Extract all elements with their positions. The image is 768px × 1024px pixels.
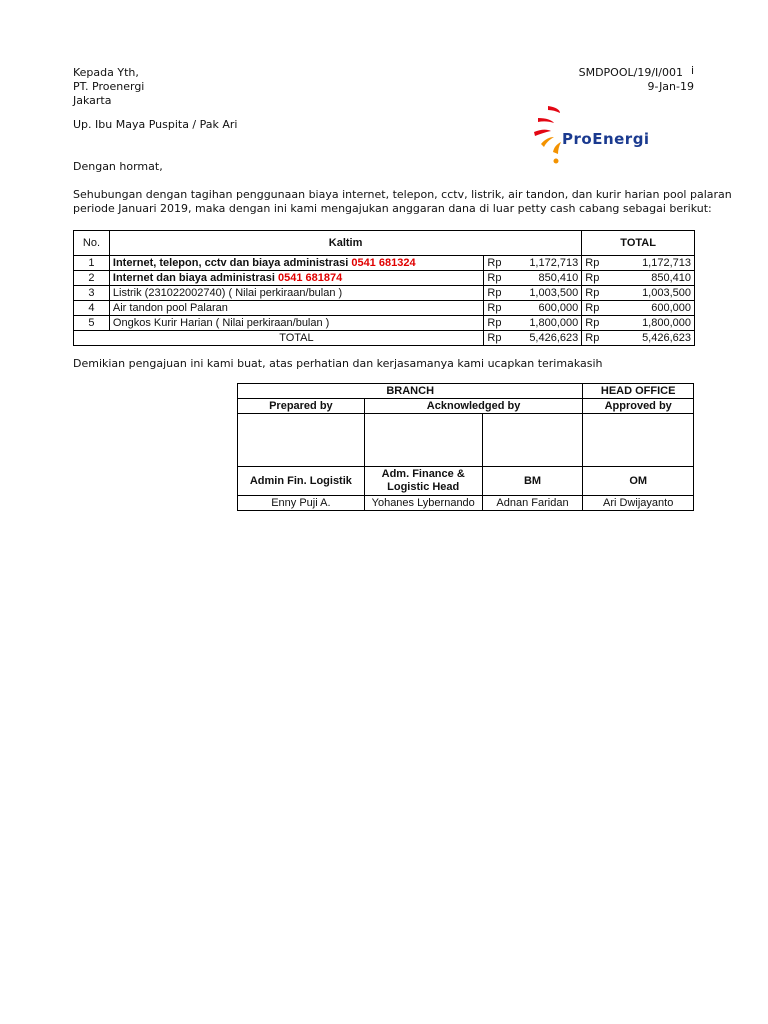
currency: Rp (484, 286, 508, 301)
role-adm-finance: Adm. Finance & Logistic Head (364, 467, 482, 496)
currency: Rp (484, 271, 508, 286)
row-total: 1,800,000 (606, 316, 695, 331)
signer-name: Ari Dwijayanto (583, 496, 694, 511)
row-description: Air tandon pool Palaran (109, 301, 484, 316)
currency: Rp (582, 286, 606, 301)
header-region: Kaltim (109, 231, 581, 256)
row-description: Ongkos Kurir Harian ( Nilai perkiraan/bulan ) (109, 316, 484, 331)
row-amount: 1,172,713 (508, 256, 582, 271)
currency: Rp (484, 331, 508, 346)
greeting: Dengan hormat, (73, 160, 163, 173)
phone-number: 0541 681874 (277, 272, 343, 284)
reference-number: SMDPOOL/19/I/001 (578, 66, 683, 79)
recipient-line-3: Jakarta (73, 94, 112, 107)
row-no: 5 (74, 316, 110, 331)
prepared-by-label: Prepared by (238, 399, 365, 414)
currency: Rp (484, 256, 508, 271)
currency: Rp (484, 316, 508, 331)
table-row (74, 316, 695, 331)
table-row (74, 301, 695, 316)
row-total: 850,410 (606, 271, 695, 286)
currency: Rp (582, 271, 606, 286)
row-no: 1 (74, 256, 110, 271)
row-amount: 850,410 (508, 271, 582, 286)
row-no: 3 (74, 286, 110, 301)
signature-table (237, 383, 694, 511)
phone-number: 0541 681324 (351, 257, 416, 269)
row-no: 4 (74, 301, 110, 316)
recipient-line-2: PT. Proenergi (73, 80, 145, 93)
role-admin: Admin Fin. Logistik (238, 467, 365, 496)
signer-name: Adnan Faridan (482, 496, 583, 511)
signature-space (583, 414, 694, 467)
letter-date: 9-Jan-19 (647, 80, 694, 93)
currency: Rp (582, 301, 606, 316)
signature-space (482, 414, 583, 467)
header-total: TOTAL (582, 231, 695, 256)
signature-space (364, 414, 482, 467)
row-description: Internet, telepon, cctv dan biaya administrasi 0541 681324 (109, 256, 484, 271)
currency: Rp (582, 331, 606, 346)
attention-line: Up. Ibu Maya Puspita / Pak Ari (73, 118, 238, 131)
row-total: 1,172,713 (606, 256, 695, 271)
logo-wordmark: ProEnergi (562, 130, 650, 148)
head-office-header: HEAD OFFICE (583, 384, 694, 399)
proenergi-logo (532, 104, 667, 166)
row-description: Internet dan biaya administrasi 0541 681874 (109, 271, 484, 286)
recipient-line-1: Kepada Yth, (73, 66, 139, 79)
header-no: No. (74, 231, 110, 256)
signer-name: Yohanes Lybernando (364, 496, 482, 511)
approved-by-label: Approved by (583, 399, 694, 414)
acknowledged-by-label: Acknowledged by (364, 399, 583, 414)
row-total: 600,000 (606, 301, 695, 316)
branch-header: BRANCH (238, 384, 583, 399)
grand-total: 5,426,623 (606, 331, 695, 346)
closing-sentence: Demikian pengajuan ini kami buat, atas perhatian dan kerjasamanya kami ucapkan terimakasih (73, 357, 603, 370)
row-amount: 1,800,000 (508, 316, 582, 331)
signature-space (238, 414, 365, 467)
currency: Rp (582, 256, 606, 271)
role-om: OM (583, 467, 694, 496)
row-amount: 600,000 (508, 301, 582, 316)
total-amount: 5,426,623 (508, 331, 582, 346)
table-row (74, 271, 695, 286)
row-amount: 1,003,500 (508, 286, 582, 301)
table-row (74, 286, 695, 301)
role-bm: BM (482, 467, 583, 496)
total-row (74, 331, 695, 346)
paragraph-line-1: Sehubungan dengan tagihan penggunaan biaya internet, telepon, cctv, listrik, air tandon, dan kurir harian pool palaran (73, 188, 732, 201)
signer-name: Enny Puji A. (238, 496, 365, 511)
cursor-mark: i (691, 64, 695, 77)
budget-table (73, 230, 695, 346)
currency: Rp (582, 316, 606, 331)
row-total: 1,003,500 (606, 286, 695, 301)
currency: Rp (484, 301, 508, 316)
row-no: 2 (74, 271, 110, 286)
total-spacer (74, 331, 110, 346)
table-row (74, 256, 695, 271)
paragraph-line-2: periode Januari 2019, maka dengan ini kami mengajukan anggaran dana di luar petty cash cabang sebagai berikut: (73, 202, 712, 215)
row-description: Listrik (231022002740) ( Nilai perkiraan/bulan ) (109, 286, 484, 301)
total-label: TOTAL (109, 331, 484, 346)
